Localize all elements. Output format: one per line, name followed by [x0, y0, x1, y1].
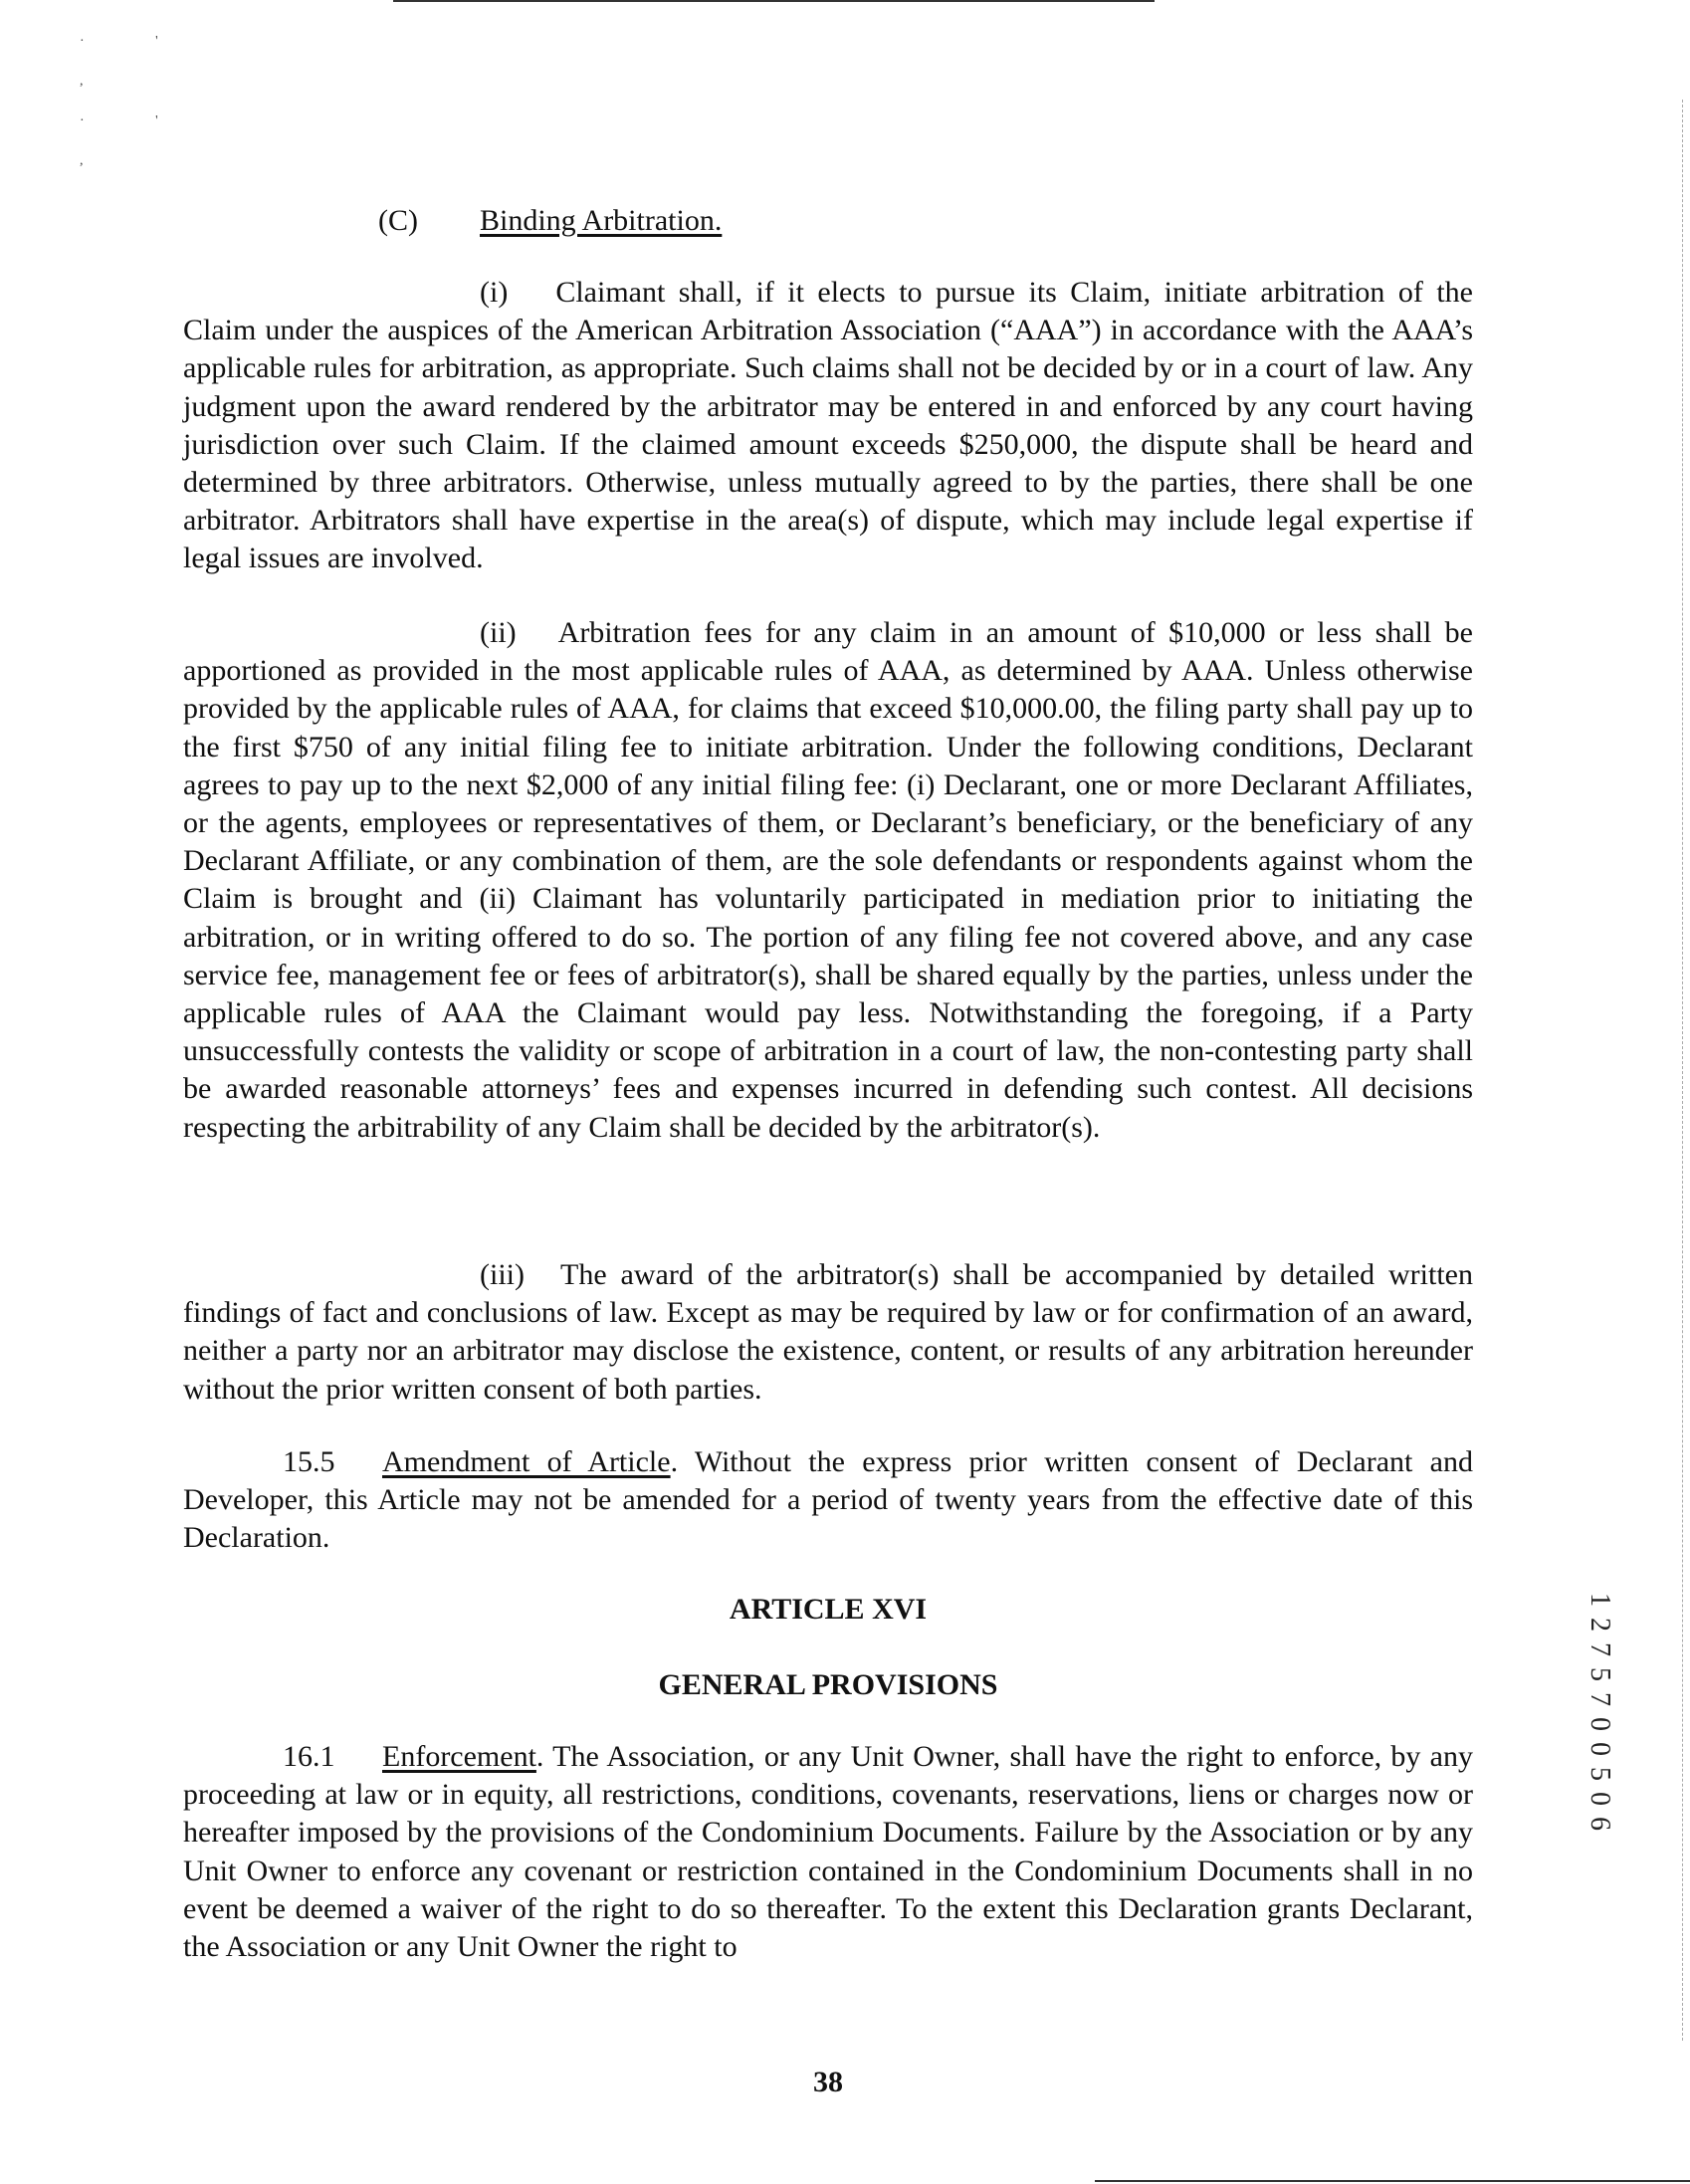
section-16-1-title: Enforcement	[382, 1740, 536, 1773]
section-15-5	[183, 1443, 1473, 1558]
article-title: GENERAL PROVISIONS	[658, 1668, 998, 1701]
section-c-title: Binding Arbitration.	[480, 204, 723, 237]
section-16-1	[183, 1738, 1473, 1966]
scan-edge-right	[1682, 100, 1684, 2041]
scan-artifacts: · ' , · ' ,	[80, 34, 192, 168]
paragraph-ii-text: Arbitration fees for any claim in an amount of $10,000 or less shall be apportioned as provided in the most applicable rules of AAA, as determined by AAA. Unless otherwise provided by the applicable rules of AAA, for claims that exceed $10,000.00, the filing party shall pay up to the first $750 of any initial filing fee to initiate arbitration. Under the following conditions, Declarant agrees to pay up to the next $2,000 of any initial filing fee: (i) Declarant, one or more Declarant Affiliates, or the agents, employees or representatives of them, or Declarant’s beneficiary, or the beneficiary of any Declarant Affiliate, or any combination of them, are the sole defendants or respondents against whom the Claim is brought and (ii) Claimant has voluntarily participated in mediation prior to initiating the arbitration, or in writing offered to do so. The portion of any filing fee not covered above, and any case service fee, management fee or fees of arbitrator(s), shall be shared equally by the parties, unless under the applicable rules of AAA the Claimant would pay less. Notwithstanding the foregoing, if a Party unsuccessfully contests the validity or scope of arbitration in a court of law, the non-contesting party shall be awarded reasonable attorneys’ fees and expenses incurred in defending such contest. All decisions respecting the arbitrability of any Claim shall be decided by the arbitrator(s).	[183, 616, 1473, 1144]
page-number: 38	[813, 2066, 843, 2098]
section-16-1-number: 16.1	[283, 1740, 335, 1773]
paragraph-iii-text: The award of the arbitrator(s) shall be accompanied by detailed written findings of fact and conclusions of law. Except as may be required by law or for confirmation of an award, neither a party nor an arbitrator may disclose the existence, content, or results of any arbitration hereunder without the prior written consent of both parties.	[183, 1258, 1473, 1406]
section-15-5-number: 15.5	[283, 1445, 335, 1478]
paragraph-i	[183, 274, 1473, 578]
section-c-heading	[378, 202, 722, 240]
paragraph-ii	[183, 614, 1473, 1147]
paragraph-i-text: Claimant shall, if it elects to pursue its Claim, initiate arbitration of the Claim under the auspices of the American Arbitration Association (“AAA”) in accordance with the AAA’s applicable rules for arbitration, as appropriate. Such claims shall not be decided by or in a court of law. Any judgment upon the award rendered by the arbitrator may be entered in and enforced by any court having jurisdiction over such Claim. If the claimed amount exceeds $250,000, the dispute shall be heard and determined by three arbitrators. Otherwise, unless mutually agreed to by the parties, there shall be one arbitrator. Arbitrators shall have expertise in the area(s) of dispute, which may include legal expertise if legal issues are involved.	[183, 276, 1473, 575]
section-16-1-text: . The Association, or any Unit Owner, shall have the right to enforce, by any proceeding at law or in equity, all restrictions, conditions, covenants, reservations, liens or charges now or hereafter imposed by the provisions of the Condominium Documents. Failure by the Association or by any Unit Owner to enforce any covenant or restriction contained in the Condominium Documents shall in no event be deemed a waiver of the right to do so thereafter. To the extent this Declaration grants Declarant, the Association or any Unit Owner the right to	[183, 1740, 1473, 1964]
section-15-5-title: Amendment of Article	[382, 1445, 671, 1478]
paragraph-ii-label: (ii)	[480, 616, 517, 649]
paragraph-iii	[183, 1256, 1473, 1409]
section-c-label: (C)	[378, 204, 418, 237]
paragraph-iii-label: (iii)	[480, 1258, 525, 1291]
scan-edge-bottom	[1095, 2180, 1690, 2182]
paragraph-i-label: (i)	[480, 276, 509, 309]
recording-stamp	[1585, 1593, 1621, 1832]
scan-edge-top	[393, 0, 1155, 2]
recording-stamp-text: 1 2 7 5 7 0 0 5 0 6	[1584, 1593, 1615, 1833]
article-number: ARTICLE XVI	[729, 1593, 928, 1626]
section-15-5-text: . Without the express prior written consent of Declarant and Developer, this Article may not be amended for a period of twenty years from the effective date of this Declaration.	[183, 1445, 1473, 1555]
